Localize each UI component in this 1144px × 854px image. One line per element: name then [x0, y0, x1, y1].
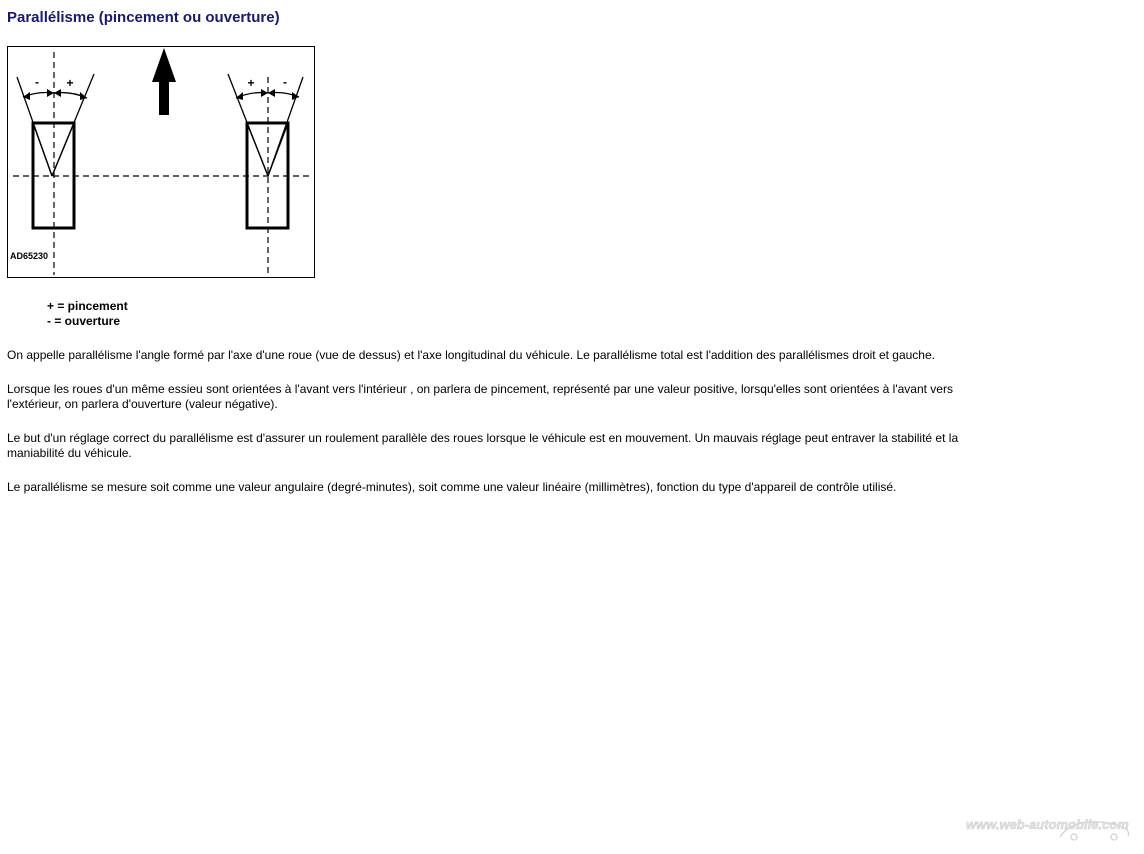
legend-minus: - = ouverture	[47, 314, 121, 328]
legend	[47, 299, 128, 329]
watermark	[964, 812, 1136, 842]
paragraph-purpose: Le but d'un réglage correct du parallélisme est d'assurer un roulement parallèle des roues lorsque le véhicule est en mouvement. Un mauvais réglage peut entraver la stabilité et la maniabilité du véhicule.	[7, 431, 959, 460]
right-minus-sign: -	[283, 75, 287, 89]
paragraph-definition: On appelle parallélisme l'angle formé par l'axe d'une roue (vue de dessus) et l'axe longitudinal du véhicule. Le parallélisme total est l'addition des parallélismes droit et gauche.	[7, 348, 935, 362]
left-plus-sign: +	[66, 76, 74, 90]
page-title: Parallélisme (pincement ou ouverture)	[7, 9, 280, 26]
figure-reference: AD65230	[10, 251, 49, 261]
paragraph-measurement: Le parallélisme se mesure soit comme une valeur angulaire (degré-minutes), soit comme une valeur linéaire (millimètres), fonction du type d'appareil de contrôle utilisé.	[7, 480, 897, 494]
alignment-diagram	[7, 46, 315, 278]
right-plus-sign: +	[247, 76, 255, 90]
left-minus-sign: -	[35, 75, 39, 89]
arrow-up-icon	[152, 48, 176, 115]
paragraph-orientation: Lorsque les roues d'un même essieu sont orientées à l'avant vers l'intérieur , on parlera de pincement, représenté par une valeur positive, lorsqu'elles sont orientées à l'avant vers l'extérieur, on parlera d'ouverture (valeur négative).	[7, 382, 953, 411]
watermark-text: www.web-automobile.com	[966, 817, 1129, 832]
legend-plus: + = pincement	[47, 299, 128, 313]
